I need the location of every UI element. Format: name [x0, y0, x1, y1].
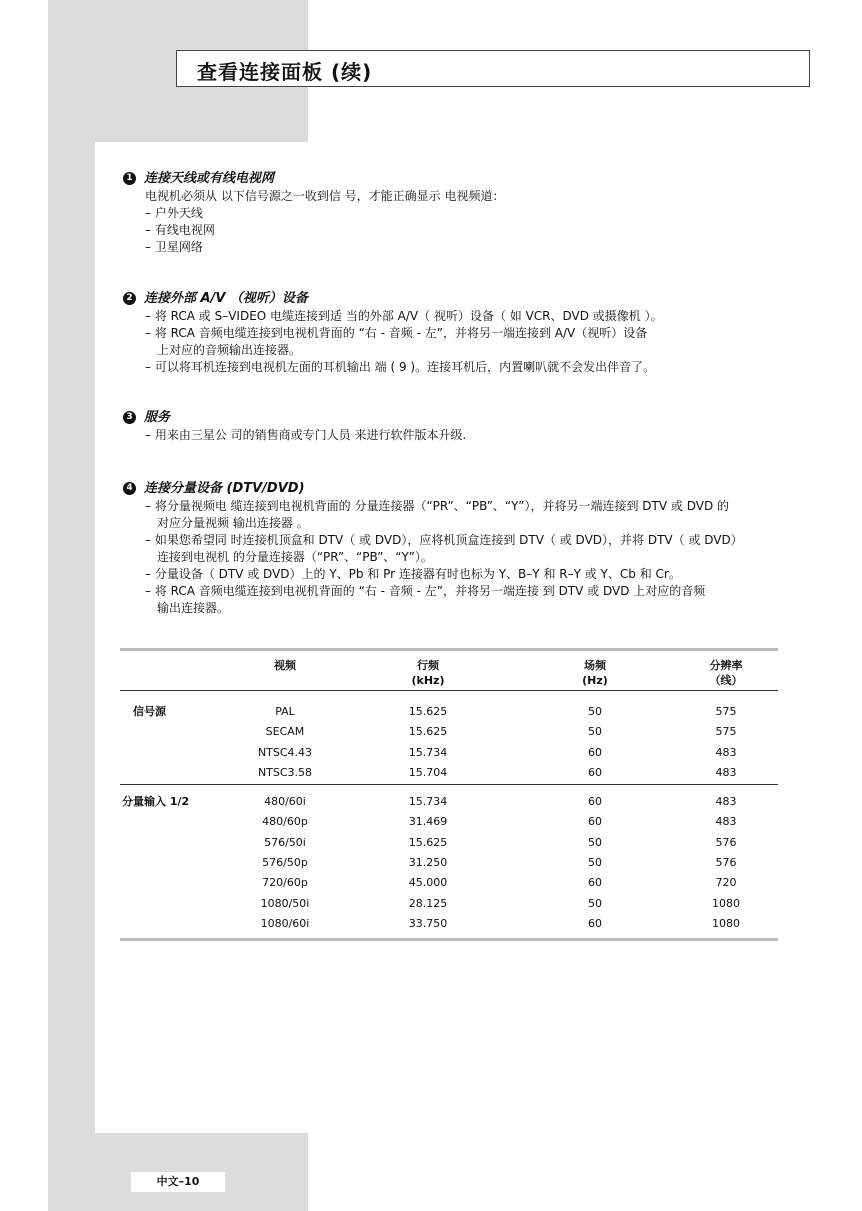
table-header-video: 视频	[274, 659, 296, 672]
section-av	[123, 290, 823, 376]
table-cell-res: 576	[715, 855, 737, 869]
table-header-line-freq: 行频	[417, 659, 439, 672]
section-line: – 户外天线	[145, 206, 203, 220]
table-group-label-source: 信号源	[133, 705, 166, 718]
table-cell-video: 1080/60i	[260, 916, 310, 930]
section-line: 上对应的音频输出连接器。	[157, 343, 302, 357]
table-cell-field: 50	[588, 835, 602, 849]
section-service	[123, 409, 823, 444]
table-cell-res: 483	[715, 765, 737, 779]
table-cell-res: 576	[715, 835, 737, 849]
table-cell-field: 60	[588, 745, 602, 759]
table-cell-video: NTSC4.43	[257, 745, 313, 759]
page-title: 查看连接面板 (续)	[197, 60, 373, 84]
section-component	[123, 480, 823, 617]
table-cell-field: 50	[588, 896, 602, 910]
section-line: – 用来由三星公 司的销售商或专门人员 来进行软件版本升级.	[145, 428, 467, 442]
table-header-field-unit: (Hz)	[582, 674, 608, 687]
section-title: 连接分量设备 (DTV/DVD)	[144, 481, 305, 496]
table-cell-video: SECAM	[265, 725, 305, 739]
section-number-badge: 1	[123, 172, 136, 185]
table-cell-line: 31.469	[408, 815, 448, 829]
section-line: – 将分量视频电 缆连接到电视机背面的 分量连接器（“PR”、“PB”、“Y”），并将另一端连接到 DTV 或 DVD 的	[145, 499, 730, 513]
section-antenna	[123, 170, 823, 256]
table-cell-res: 483	[715, 815, 737, 829]
table-cell-video: 576/50i	[264, 835, 306, 849]
section-line: – 卫星网络	[145, 240, 203, 254]
table-cell-field: 50	[588, 705, 602, 718]
section-line: 对应分量视频 输出连接器 。	[157, 516, 309, 530]
table-group-label-component: 分量输入 1/2	[122, 795, 190, 808]
section-title: 连接天线或有线电视网	[144, 171, 275, 186]
section-line: – 如果您希望同 时连接机顶盒和 DTV（ 或 DVD），应将机顶盒连接到 DTV（ 或 DVD），并将 DTV（ 或 DVD）	[145, 533, 743, 547]
table-cell-video: 480/60i	[264, 795, 306, 808]
table-cell-video: 720/60p	[262, 876, 308, 890]
section-line: – 将 RCA 音频电缆连接到电视机背面的 “右 - 音频 - 左”，并将另一端连接到 A/V（视听）设备	[145, 326, 648, 340]
section-number-badge: 4	[123, 482, 136, 495]
table-cell-field: 50	[588, 725, 602, 739]
table-cell-line: 28.125	[408, 896, 448, 910]
section-heading	[123, 409, 823, 426]
section-number-badge: 2	[123, 292, 136, 305]
table-cell-line: 31.250	[408, 855, 448, 869]
table-cell-line: 15.625	[408, 835, 448, 849]
table-cell-video: NTSC3.58	[257, 765, 313, 779]
table-cell-line: 15.625	[408, 705, 448, 718]
table-cell-res: 483	[715, 745, 737, 759]
table-cell-field: 60	[588, 765, 602, 779]
table-cell-res: 1080	[712, 916, 740, 930]
section-line: – 有线电视网	[145, 223, 215, 237]
section-line: 连接到电视机 的分量连接器（“PR”、“PB”、“Y”）。	[157, 550, 433, 564]
table-cell-field: 50	[588, 855, 602, 869]
table-rule-bottom	[120, 938, 778, 941]
table-cell-video: 576/50p	[262, 855, 308, 869]
table-cell-line: 15.734	[408, 745, 448, 759]
table-header-resolution-unit: （线）	[709, 674, 743, 687]
table-cell-video: PAL	[275, 705, 295, 718]
section-line: – 可以将耳机连接到电视机左面的耳机输出 端 ( 9 )。连接耳机后，内置喇叭就不会发出伴音了。	[145, 360, 656, 374]
section-line: – 将 RCA 音频电缆连接到电视机背面的 “右 - 音频 - 左”，并将另一端连接 到 DTV 或 DVD 上对应的音频	[145, 584, 706, 598]
table-cell-res: 575	[715, 705, 737, 718]
section-number-badge: 3	[123, 411, 136, 424]
table-rule-header	[120, 690, 778, 691]
section-title: 服务	[144, 410, 171, 425]
table-cell-video: 1080/50i	[260, 896, 310, 910]
section-line: – 分量设备（ DTV 或 DVD）上的 Y、Pb 和 Pr 连接器有时也标为 Y、B–Y 和 R–Y 或 Y、Cb 和 Cr。	[145, 567, 681, 581]
table-header-field-freq: 场频	[584, 659, 606, 672]
table-cell-res: 1080	[712, 896, 740, 910]
table-cell-res: 483	[715, 795, 737, 808]
table-rule-middle	[120, 784, 778, 785]
section-title: 连接外部 A/V （视听）设备	[144, 291, 308, 306]
table-cell-field: 60	[588, 815, 602, 829]
table-cell-video: 480/60p	[262, 815, 308, 829]
table-rule-top	[120, 648, 778, 651]
page-number: 中文–10	[131, 1172, 225, 1192]
table-cell-line: 45.000	[408, 876, 448, 890]
section-line: – 将 RCA 或 S–VIDEO 电缆连接到适 当的外部 A/V（ 视听）设备（ 如 VCR、DVD 或摄像机 ）。	[145, 309, 663, 323]
section-heading	[123, 290, 823, 307]
table-cell-line: 33.750	[408, 916, 448, 930]
table-cell-res: 720	[715, 876, 737, 890]
page-margin-band-left	[48, 142, 95, 1211]
table-cell-line: 15.704	[408, 765, 448, 779]
table-cell-field: 60	[588, 916, 602, 930]
table-cell-line: 15.625	[408, 725, 448, 739]
section-line: 输出连接器。	[157, 601, 230, 615]
section-line: 电视机必须从 以下信号源之一收到信 号，才能正确显示 电视频道：	[145, 189, 505, 203]
table-cell-res: 575	[715, 725, 737, 739]
section-heading	[123, 480, 823, 497]
table-cell-line: 15.734	[408, 795, 448, 808]
table-cell-field: 60	[588, 795, 602, 808]
table-header-resolution: 分辨率	[709, 659, 743, 672]
page-title-box	[176, 50, 810, 87]
section-heading	[123, 170, 823, 187]
table-cell-field: 60	[588, 876, 602, 890]
table-header-line-unit: (kHz)	[411, 674, 445, 687]
